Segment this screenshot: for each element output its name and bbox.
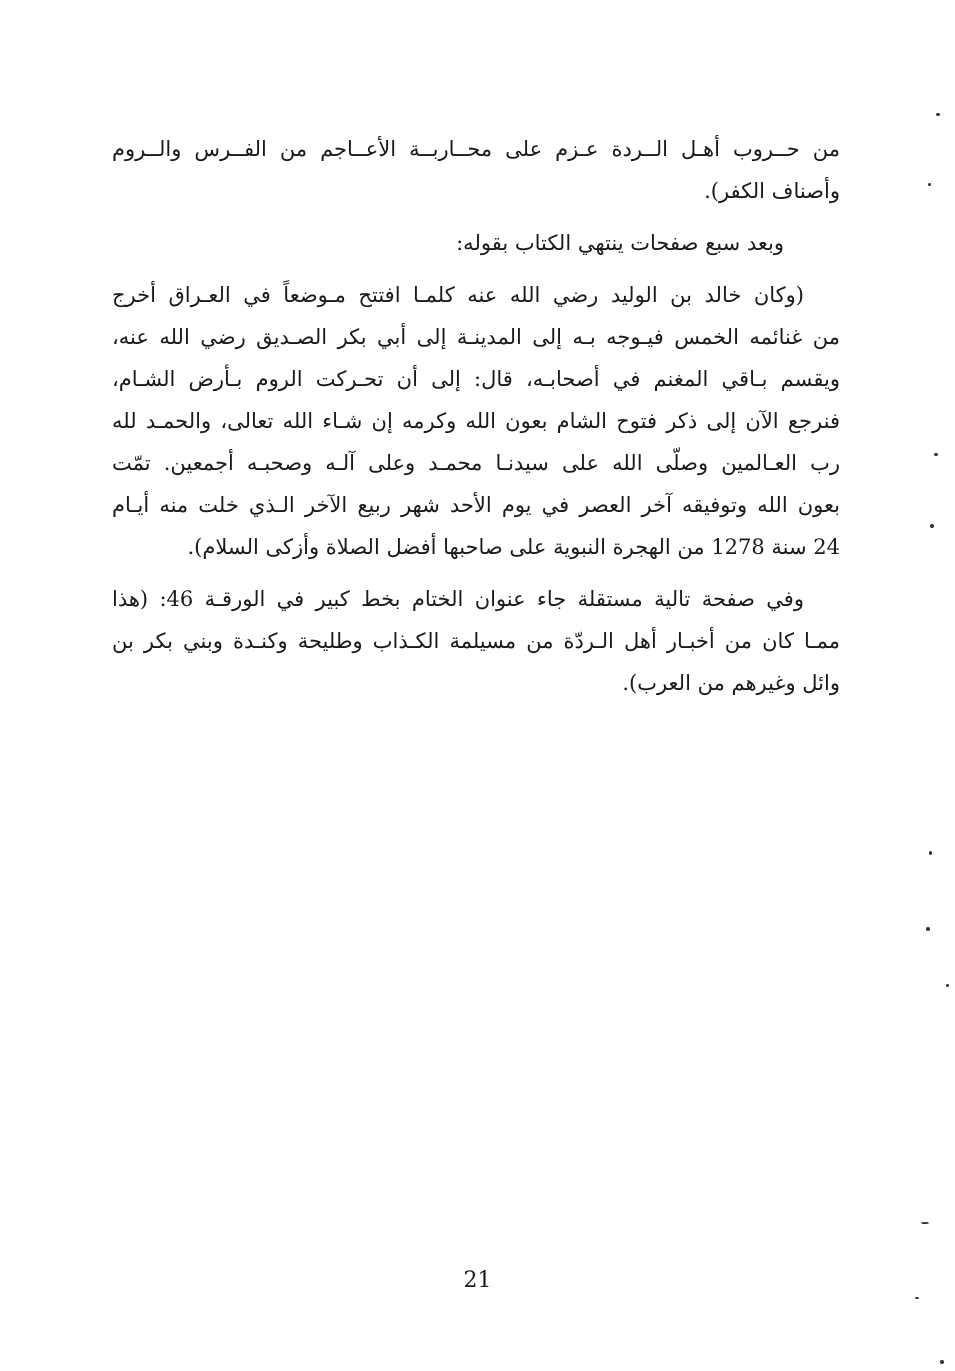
body-text: [112, 128, 840, 704]
text-line: وأصناف الكفر).: [704, 179, 840, 203]
scan-speck: [930, 524, 934, 528]
text-line: وائل وغيرهم من العرب).: [622, 671, 840, 695]
scan-speck: [929, 851, 932, 855]
paragraph-quote: [112, 274, 840, 568]
scan-speck: [926, 927, 930, 931]
scan-speck: [936, 113, 940, 116]
text-line: بعون الله وتوفيقه آخر العصر في يوم الأحد شهر ربيع الآخر الـذي خلت منه أيـام: [112, 493, 840, 517]
text-line: وفي صفحة تالية مستقلة جاء عنوان الختام بخط كبير في الورقـة 46: (هذا: [112, 587, 804, 611]
scan-speck: [921, 1222, 929, 1224]
text-line: ممـا كان من أخبـار أهل الـردّة من مسيلمة الكـذاب وطليحة وكنـدة وبني بكر بن: [112, 629, 840, 653]
scan-speck: [915, 1297, 919, 1299]
scan-speck: [940, 1360, 944, 1364]
text-line: فنرجع الآن إلى ذكر فتوح الشام بعون الله وكرمه إن شـاء الله تعالى، والحمـد لله: [112, 409, 840, 433]
scan-speck: [928, 183, 931, 186]
text-line: من غنائمه الخمس فيـوجه بـه إلى المدينـة إلى أبي بكر الصـديق رضي الله عنه،: [112, 325, 840, 349]
scan-speck: [934, 453, 938, 456]
text-line: وبعد سبع صفحات ينتهي الكتاب بقوله:: [456, 231, 784, 255]
text-line: من حــروب أهـل الــردة عـزم على محــاربــة الأعــاجم من الفــرس والــروم: [112, 137, 840, 161]
text-line: ويقسم بـاقي المغنم في أصحابـه، قال: إلى أن تحـركت الروم بـأرض الشـام،: [112, 367, 840, 391]
paragraph-intro: [112, 222, 840, 264]
text-line: (وكان خالد بن الوليد رضي الله عنه كلمـا افتتح مـوضعاً في العـراق أخرج: [112, 283, 804, 307]
scan-speck: [946, 984, 949, 987]
text-line: رب العـالمين وصلّى الله على سيدنـا محمـد وعلى آلـه وصحبـه أجمعين. تمّت: [112, 451, 840, 475]
paragraph-closing: [112, 578, 840, 704]
page-number: 21: [463, 1268, 492, 1293]
text-line: 24 سنة 1278 من الهجرة النبوية على صاحبها أفضل الصلاة وأزكى السلام).: [187, 535, 840, 559]
paragraph-continuation: [112, 128, 840, 212]
